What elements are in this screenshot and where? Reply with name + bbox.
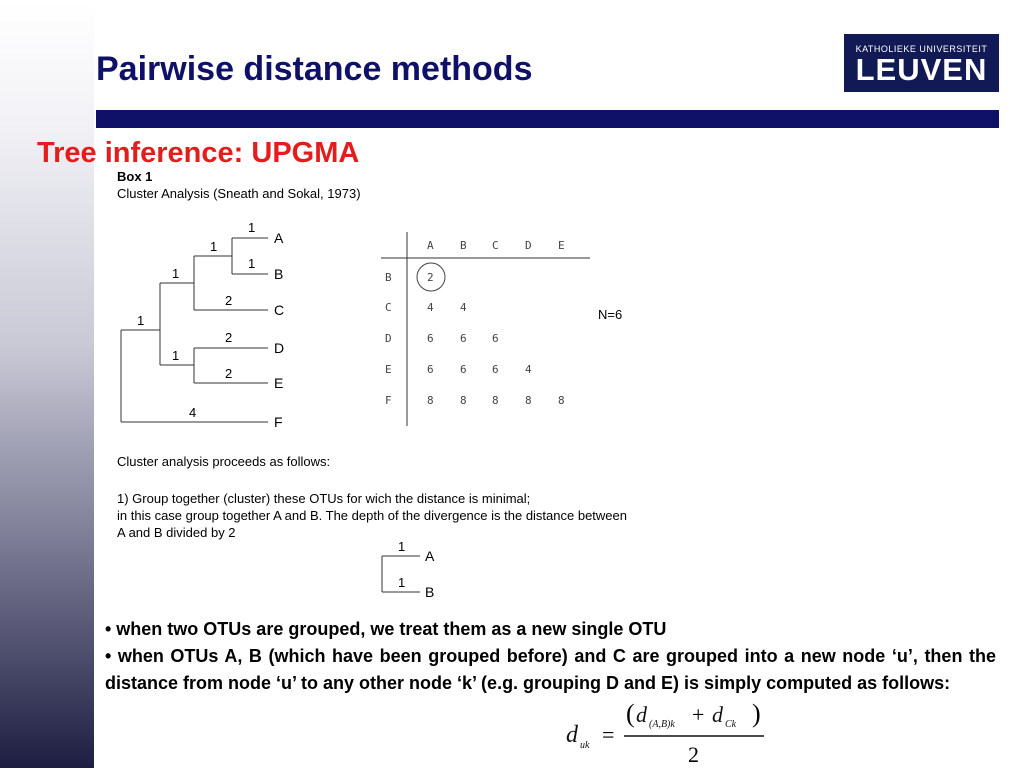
formula-term-2: d — [712, 702, 723, 727]
formula-plus: + — [692, 702, 705, 727]
tree-branch-label: 2 — [225, 293, 233, 308]
matrix-cell: 8 — [427, 394, 434, 407]
matrix-cell: 6 — [492, 363, 499, 376]
formula-term-1: d — [636, 702, 647, 727]
distance-matrix — [381, 232, 622, 426]
tree-leaf-labels — [274, 230, 284, 430]
matrix-cell: 6 — [460, 363, 467, 376]
tree-leaf-label: E — [274, 375, 284, 391]
tree-branch-label: 1 — [248, 256, 256, 271]
box-heading: Box 1 — [117, 169, 153, 184]
matrix-row-label: F — [385, 394, 392, 407]
formula-left-paren: ( — [626, 699, 635, 728]
matrix-cell: 2 — [427, 271, 434, 284]
otu-count-label: N=6 — [598, 307, 623, 322]
matrix-cell: 6 — [427, 332, 434, 345]
tree-branch-label: 1 — [172, 266, 180, 281]
matrix-cell: 4 — [427, 301, 434, 314]
tree-branch-label: 1 — [210, 239, 218, 254]
matrix-col-header: E — [558, 239, 565, 252]
tree-branch-label: 4 — [189, 405, 197, 420]
tree-branch-label: 1 — [172, 348, 180, 363]
tree-leaf-label: A — [274, 230, 284, 246]
matrix-cell: 8 — [492, 394, 499, 407]
matrix-cell: 4 — [460, 301, 467, 314]
matrix-cell: 6 — [492, 332, 499, 345]
upgma-formula — [560, 696, 770, 768]
formula-denominator: 2 — [688, 742, 699, 767]
box-caption: Cluster Analysis (Sneath and Sokal, 1973) — [117, 186, 361, 201]
formula-lhs-subscript: uk — [580, 740, 590, 751]
tree-branch-labels — [137, 220, 255, 420]
procedure-step-1 — [117, 490, 627, 541]
small-tree-branch-label: 1 — [398, 539, 406, 554]
step-1-line: in this case group together A and B. The depth of the divergence is the distance between — [117, 508, 627, 523]
matrix-row-label: E — [385, 363, 392, 376]
matrix-col-header: A — [427, 239, 434, 252]
tree-leaf-label: D — [274, 340, 285, 356]
small-tree — [382, 539, 435, 600]
bullet-item: • when OTUs A, B (which have been grouped before) and C are grouped into a new node ‘u’, then the distance from node ‘u’ to any other node ‘k’ (e.g. grouping D and E) is simply computed as follows: — [105, 646, 996, 693]
step-1-line: A and B divided by 2 — [117, 525, 236, 540]
formula-equals: = — [602, 722, 615, 747]
formula-lhs: d — [566, 722, 578, 748]
small-tree-leaf-label: A — [425, 548, 435, 564]
matrix-col-header: C — [492, 239, 499, 252]
formula-right-paren: ) — [752, 699, 761, 728]
page-title: Pairwise distance methods — [96, 50, 533, 88]
step-1-line: 1) Group together (cluster) these OTUs for wich the distance is minimal; — [117, 491, 531, 506]
tree-branch-label: 1 — [137, 313, 145, 328]
formula-term-1-subscript: (A,B)k — [649, 719, 675, 730]
phylogenetic-tree — [121, 238, 268, 422]
matrix-row-label: D — [385, 332, 392, 345]
tree-branch-label: 2 — [225, 366, 233, 381]
procedure-intro: Cluster analysis proceeds as follows: — [117, 454, 331, 469]
matrix-col-header: D — [525, 239, 532, 252]
tree-leaf-label: F — [274, 414, 283, 430]
small-tree-leaf-label: B — [425, 584, 435, 600]
matrix-cell: 8 — [558, 394, 565, 407]
tree-branch-label: 2 — [225, 330, 233, 345]
bullet-item: • when two OTUs are grouped, we treat them as a new single OTU — [105, 619, 667, 639]
tree-leaf-label: B — [274, 266, 284, 282]
matrix-cell: 6 — [427, 363, 434, 376]
matrix-row-label: B — [385, 271, 392, 284]
matrix-cell: 8 — [525, 394, 532, 407]
section-subtitle: Tree inference: UPGMA — [37, 137, 360, 169]
formula-term-2-subscript: Ck — [725, 719, 737, 730]
matrix-row-label: C — [385, 301, 392, 314]
logo-top-text: KATHOLIEKE UNIVERSITEIT — [855, 44, 988, 54]
matrix-cell: 6 — [460, 332, 467, 345]
small-tree-branch-label: 1 — [398, 575, 406, 590]
matrix-cell: 8 — [460, 394, 467, 407]
matrix-cell: 4 — [525, 363, 532, 376]
logo-main-text: LEUVEN — [855, 52, 988, 87]
matrix-col-header: B — [460, 239, 467, 252]
tree-leaf-label: C — [274, 302, 285, 318]
bullet-list — [105, 616, 996, 697]
tree-branch-label: 1 — [248, 220, 256, 235]
